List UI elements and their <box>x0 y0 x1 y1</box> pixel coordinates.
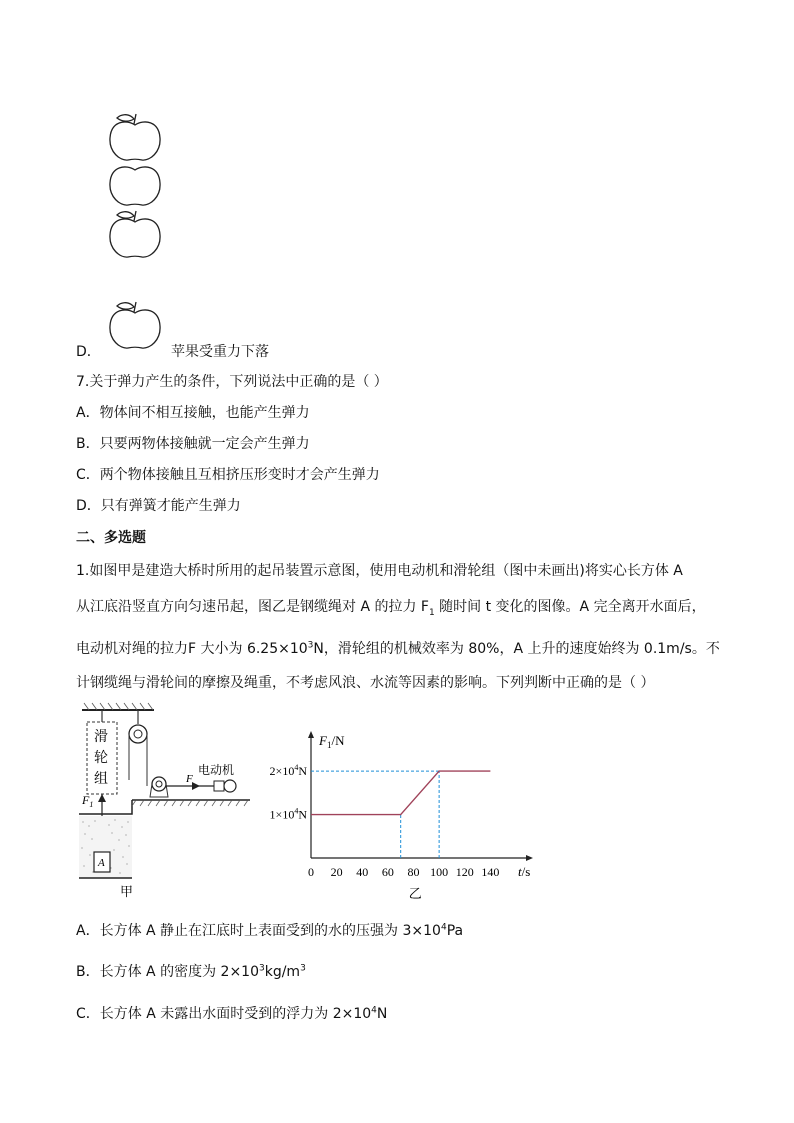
x-axis-label: t/s <box>518 864 531 879</box>
force-f-arrow-icon <box>192 782 200 790</box>
q7-option-d: D．只有弹簧才能产生弹力 <box>76 498 241 514</box>
pulley-label-2: 轮 <box>94 751 108 766</box>
q7-option-a: A．物体间不相互接触，也能产生弹力 <box>76 405 310 421</box>
force-f-label: F <box>186 773 193 785</box>
apple-icon <box>110 114 160 160</box>
apple-icon <box>110 211 160 257</box>
x-tick-label: 40 <box>356 865 369 879</box>
mq1-line-4: 计钢缆绳与滑轮间的摩擦及绳重，不考虑风浪、水流等因素的影响。下列判断中正确的是（ ） <box>76 675 655 691</box>
y-axis-label: $F_1/N$ <box>319 733 345 750</box>
q6-option-d-text: 苹果受重力下落 <box>171 344 269 360</box>
pulley-label-3: 组 <box>94 772 108 787</box>
x-tick-label: 120 <box>455 865 474 879</box>
mq1-line-2: 从江底沿竖直方向匀速吊起，图乙是钢缆绳对 A 的拉力 $F_1$ 随时间 t 变化的图像。A 完全离开水面后， <box>76 599 706 618</box>
force-f1-label: $F_1$ <box>82 793 94 809</box>
block-a-label: A <box>98 857 105 869</box>
section-heading: 二、多选题 <box>76 530 146 546</box>
q7-option-b: B．只要两物体接触就一定会产生弹力 <box>76 436 310 452</box>
apple-sequence-figure <box>104 108 166 260</box>
x-tick-label: 140 <box>481 865 500 879</box>
q7-option-c: C．两个物体接触且互相挤压形变时才会产生弹力 <box>76 467 380 483</box>
x-tick-label: 20 <box>330 865 343 879</box>
x-tick-label: 0 <box>308 865 314 879</box>
y-tick-label: $2\times 10^4N$ <box>269 763 307 779</box>
force-time-chart <box>256 728 546 900</box>
series-line <box>311 771 490 814</box>
mq1-option-a: A．长方体 A 静止在江底时上表面受到的水的压强为 $3\times 10^4Pa$ <box>76 922 464 939</box>
y-axis-arrow-icon <box>308 731 314 738</box>
crane-diagram-jia <box>74 700 254 900</box>
mq1-option-b: B．长方体 A 的密度为 $2\times 10^3kg/m^3$ <box>76 963 306 980</box>
motor-wheel-icon <box>224 780 236 792</box>
apple-icon <box>104 296 166 356</box>
apple-icon <box>110 167 160 205</box>
q7-stem: 7.关于弹力产生的条件，下列说法中正确的是（ ） <box>76 374 388 390</box>
q6-option-d-label: D． <box>76 344 101 360</box>
mq1-option-c: C．长方体 A 未露出水面时受到的浮力为 $2\times 10^4N$ <box>76 1005 388 1022</box>
q6-option-d <box>76 343 101 361</box>
y-tick-label: $1\times 10^4N$ <box>269 806 307 822</box>
x-axis-arrow-icon <box>526 855 533 861</box>
figure-jia-caption: 甲 <box>120 884 134 899</box>
motor-body-icon <box>214 781 224 791</box>
mq1-line-3: 电动机对绳的拉力F 大小为 $6.25\times 10^3N$，滑轮组的机械效率为 80%，A 上升的速度始终为 0.1m/s。不 <box>76 640 720 657</box>
bank-hatch <box>132 800 248 806</box>
x-tick-label: 60 <box>381 865 394 879</box>
mq1-line-1: 1.如图甲是建造大桥时所用的起吊装置示意图，使用电动机和滑轮组（图中未画出)将实心长方体 A <box>76 563 683 579</box>
x-tick-label: 80 <box>407 865 420 879</box>
motor-label: 电动机 <box>198 763 235 777</box>
pulley-label-1: 滑 <box>94 730 108 745</box>
x-tick-label: 100 <box>430 865 449 879</box>
chart-caption: 乙 <box>408 886 422 900</box>
force-f1-arrow-icon <box>98 794 106 802</box>
ceiling-hatch <box>84 703 153 710</box>
